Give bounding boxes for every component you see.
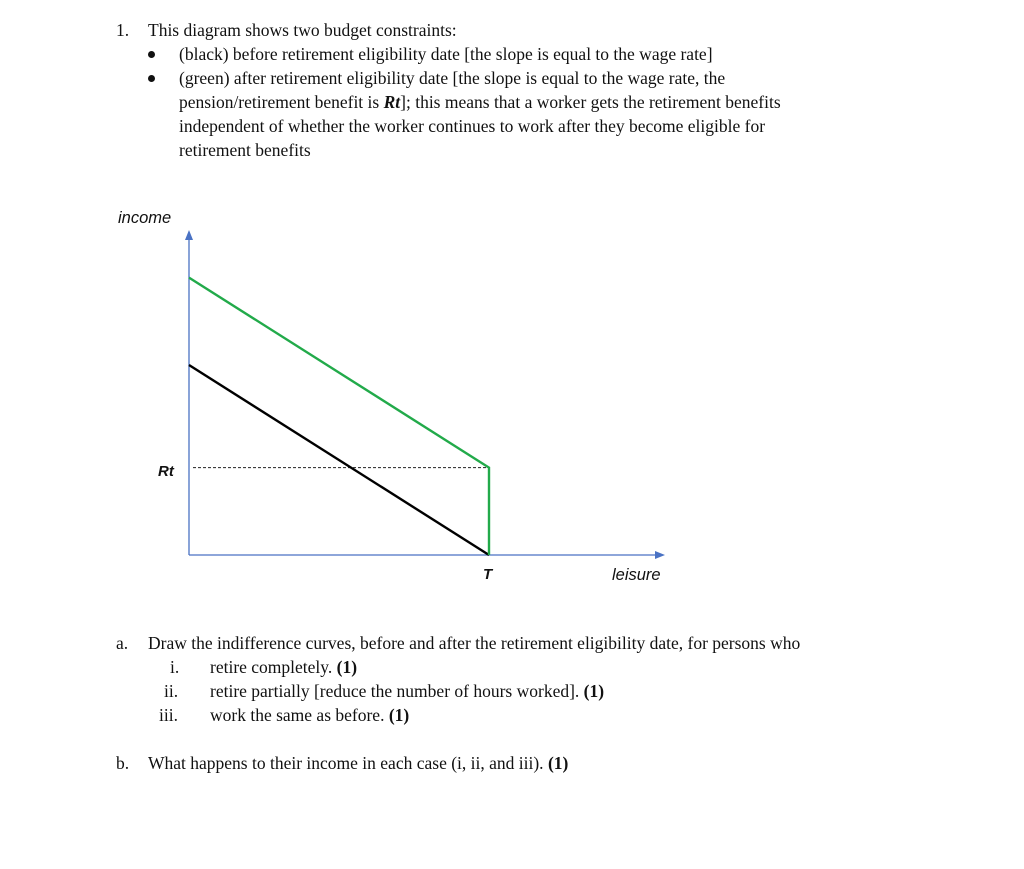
item-marks: (1) xyxy=(583,681,605,701)
bullet-black-text: (black) before retirement eligibility date [the slope is equal to the wage rate] xyxy=(179,44,713,64)
item-body: work the same as before. xyxy=(210,705,385,725)
question-intro: This diagram shows two budget constraints: xyxy=(148,20,457,40)
item-number: iii. xyxy=(159,705,178,725)
x-tick-label-t: T xyxy=(483,566,493,583)
part-b-body: What happens to their income in each case (i, ii, and iii). xyxy=(148,753,544,773)
rt-emphasis: Rt xyxy=(383,92,401,112)
x-axis-arrow-icon xyxy=(655,551,665,559)
item-body: retire partially [reduce the number of hours worked]. xyxy=(210,681,580,701)
item-number: ii. xyxy=(164,681,179,701)
bullet-green-line4: retirement benefits xyxy=(179,140,311,160)
item-text xyxy=(210,703,409,727)
bullet-green-line1: (green) after retirement eligibility date [the slope is equal to the wage rate, the xyxy=(179,68,726,88)
budget-line-before xyxy=(189,365,489,555)
budget-line-after xyxy=(189,278,489,555)
item-number: i. xyxy=(170,657,180,677)
item-marks: (1) xyxy=(336,657,358,677)
item-text xyxy=(210,679,604,703)
x-axis-label: leisure xyxy=(612,566,661,584)
bullet-green-line2-post: ]; this means that a worker gets the retirement benefits xyxy=(400,92,781,112)
part-b-text xyxy=(148,751,568,775)
item-body: retire completely. xyxy=(210,657,333,677)
part-a-label: a. xyxy=(116,633,129,653)
bullet-green-line2-pre: pension/retirement benefit is xyxy=(179,92,384,112)
item-text xyxy=(210,655,357,679)
y-axis-label: income xyxy=(118,209,172,227)
item-marks: (1) xyxy=(388,705,410,725)
y-tick-label-rt: Rt xyxy=(158,463,174,480)
bullet-green-line3: independent of whether the worker continues to work after they become eligible for xyxy=(179,116,766,136)
part-b-marks: (1) xyxy=(547,753,569,773)
part-b-label: b. xyxy=(116,753,130,773)
question-number: 1. xyxy=(116,20,130,40)
y-axis-arrow-icon xyxy=(185,230,193,240)
part-a-text: Draw the indifference curves, before and after the retirement eligibility date, for persons who xyxy=(148,633,801,653)
